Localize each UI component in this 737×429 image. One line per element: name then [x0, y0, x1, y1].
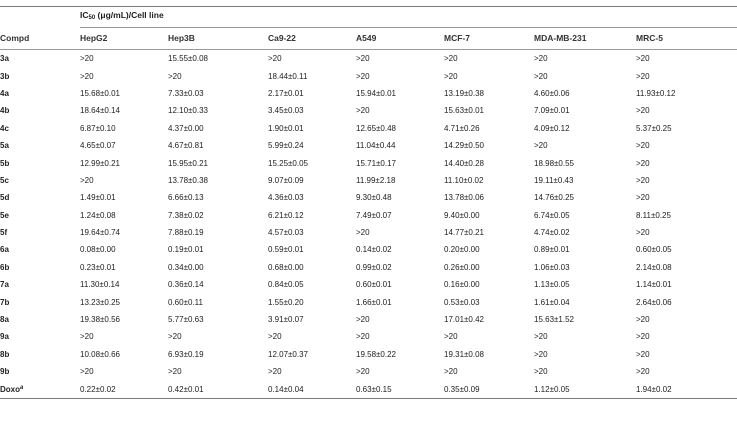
value-cell-mda-mb-231: >20 — [534, 71, 548, 81]
compound-cell — [0, 380, 80, 398]
value-cell-hepg2: 18.64±0.14 — [80, 106, 120, 116]
compound-cell — [0, 172, 80, 189]
table-row — [0, 311, 737, 328]
value-cell-mrc-5: 8.11±0.25 — [636, 210, 671, 220]
compound-cell — [0, 137, 80, 154]
compound-label: 8b — [0, 349, 10, 359]
compound-cell — [0, 224, 80, 241]
column-header-compd: Compd — [0, 33, 30, 43]
table-row — [0, 241, 737, 258]
compound-label: 7a — [0, 280, 9, 290]
column-header-ca9-22: Ca9-22 — [268, 33, 296, 43]
table-row — [0, 137, 737, 154]
compound-label: 4b — [0, 106, 10, 116]
value-cell-mda-mb-231: 18.98±0.55 — [534, 158, 574, 168]
compound-label: 6a — [0, 245, 9, 255]
value-cell-ca9-22: 6.21±0.12 — [268, 210, 304, 220]
value-cell-ca9-22: 2.17±0.01 — [268, 88, 304, 98]
ic50-table — [0, 7, 737, 398]
value-cell-hepg2: 19.64±0.74 — [80, 228, 120, 238]
group-header — [80, 7, 737, 27]
value-cell-hep3b: 6.66±0.13 — [168, 193, 204, 203]
value-cell-mrc-5: >20 — [636, 106, 650, 116]
table-row — [0, 276, 737, 293]
compound-label: 4c — [0, 123, 9, 133]
value-cell-a549: 1.66±0.01 — [356, 297, 392, 307]
value-cell-ca9-22: >20 — [268, 367, 282, 377]
value-cell-mda-mb-231: 14.76±0.25 — [534, 193, 574, 203]
value-cell-hepg2: 6.87±0.10 — [80, 123, 116, 133]
compound-label: Doxo — [0, 385, 20, 395]
value-cell-ca9-22: 0.14±0.04 — [268, 384, 304, 394]
compound-cell — [0, 241, 80, 258]
value-cell-mcf-7: 19.31±0.08 — [444, 349, 484, 359]
table-body — [0, 50, 737, 398]
compound-label: 5a — [0, 141, 9, 151]
value-cell-hep3b: 15.95±0.21 — [168, 158, 208, 168]
value-cell-mcf-7: 14.77±0.21 — [444, 228, 484, 238]
compound-cell — [0, 189, 80, 206]
value-cell-hep3b: 5.77±0.63 — [168, 315, 204, 325]
value-cell-hep3b: 0.36±0.14 — [168, 280, 204, 290]
value-cell-mcf-7: >20 — [444, 71, 458, 81]
value-cell-hep3b: 13.78±0.38 — [168, 175, 208, 185]
compound-cell — [0, 293, 80, 310]
compound-cell — [0, 363, 80, 380]
value-cell-ca9-22: 4.57±0.03 — [268, 228, 304, 238]
value-cell-hep3b: 12.10±0.33 — [168, 106, 208, 116]
value-cell-ca9-22: 3.91±0.07 — [268, 315, 304, 325]
compound-cell — [0, 276, 80, 293]
value-cell-a549: 0.14±0.02 — [356, 245, 392, 255]
value-cell-a549: >20 — [356, 228, 370, 238]
value-cell-ca9-22: 5.99±0.24 — [268, 141, 304, 151]
value-cell-hepg2: 13.23±0.25 — [80, 297, 120, 307]
value-cell-mcf-7: 14.40±0.28 — [444, 158, 484, 168]
value-cell-hep3b: >20 — [168, 367, 182, 377]
group-header-prefix: IC — [80, 10, 89, 20]
table-row — [0, 154, 737, 171]
value-cell-hep3b: 0.60±0.11 — [168, 297, 203, 307]
value-cell-ca9-22: 9.07±0.09 — [268, 175, 304, 185]
value-cell-mrc-5: >20 — [636, 141, 650, 151]
value-cell-hepg2: 19.38±0.56 — [80, 315, 120, 325]
table-row — [0, 259, 737, 276]
value-cell-mcf-7: 13.19±0.38 — [444, 88, 484, 98]
compound-label: 4a — [0, 88, 9, 98]
value-cell-mcf-7: 0.26±0.00 — [444, 262, 480, 272]
value-cell-a549: >20 — [356, 332, 370, 342]
value-cell-ca9-22: 0.68±0.00 — [268, 262, 304, 272]
value-cell-hep3b: >20 — [168, 332, 182, 342]
column-header-hep3b: Hep3B — [168, 33, 195, 43]
compound-cell — [0, 207, 80, 224]
value-cell-ca9-22: 0.59±0.01 — [268, 245, 304, 255]
group-header-sub: 50 — [88, 15, 96, 21]
compound-label: 8a — [0, 315, 9, 325]
value-cell-mda-mb-231: >20 — [534, 54, 548, 64]
compound-cell — [0, 259, 80, 276]
value-cell-mrc-5: >20 — [636, 349, 650, 359]
value-cell-mda-mb-231: 6.74±0.05 — [534, 210, 570, 220]
compound-cell — [0, 154, 80, 171]
column-header-mda-mb-231: MDA-MB-231 — [534, 33, 587, 43]
value-cell-mda-mb-231: 1.06±0.03 — [534, 262, 570, 272]
value-cell-mrc-5: >20 — [636, 193, 650, 203]
value-cell-mda-mb-231: 19.11±0.43 — [534, 175, 574, 185]
value-cell-hepg2: >20 — [80, 54, 94, 64]
value-cell-a549: >20 — [356, 71, 370, 81]
table-row — [0, 293, 737, 310]
value-cell-hep3b: 0.19±0.01 — [168, 245, 204, 255]
table-row — [0, 172, 737, 189]
compound-label: 7b — [0, 297, 10, 307]
value-cell-mda-mb-231: 1.12±0.05 — [534, 384, 570, 394]
value-cell-a549: 0.99±0.02 — [356, 262, 392, 272]
compound-label: 3a — [0, 54, 9, 64]
value-cell-hep3b: 7.33±0.03 — [168, 88, 204, 98]
value-cell-mrc-5: >20 — [636, 315, 650, 325]
value-cell-hep3b: 0.42±0.01 — [168, 384, 204, 394]
value-cell-hepg2: >20 — [80, 175, 94, 185]
value-cell-hepg2: 1.24±0.08 — [80, 210, 116, 220]
value-cell-a549: 11.04±0.44 — [356, 141, 396, 151]
value-cell-a549: 0.60±0.01 — [356, 280, 392, 290]
value-cell-a549: 11.99±2.18 — [356, 175, 396, 185]
value-cell-a549: 9.30±0.48 — [356, 193, 392, 203]
value-cell-ca9-22: 18.44±0.11 — [268, 71, 308, 81]
value-cell-a549: 7.49±0.07 — [356, 210, 392, 220]
value-cell-hep3b: 7.38±0.02 — [168, 210, 204, 220]
value-cell-mrc-5: 1.14±0.01 — [636, 280, 672, 290]
value-cell-mda-mb-231: >20 — [534, 332, 548, 342]
value-cell-mrc-5: >20 — [636, 228, 650, 238]
value-cell-mrc-5: 0.60±0.05 — [636, 245, 672, 255]
value-cell-mrc-5: >20 — [636, 332, 650, 342]
value-cell-hep3b: 0.34±0.00 — [168, 262, 204, 272]
value-cell-a549: >20 — [356, 367, 370, 377]
value-cell-mda-mb-231: >20 — [534, 141, 548, 151]
value-cell-mrc-5: 2.14±0.08 — [636, 262, 672, 272]
value-cell-hep3b: 6.93±0.19 — [168, 349, 204, 359]
value-cell-hepg2: 0.22±0.02 — [80, 384, 116, 394]
value-cell-mrc-5: >20 — [636, 54, 650, 64]
value-cell-hep3b: >20 — [168, 71, 182, 81]
column-header-a549: A549 — [356, 33, 377, 43]
compound-label: 5c — [0, 175, 9, 185]
compound-cell — [0, 311, 80, 328]
value-cell-mda-mb-231: 1.61±0.04 — [534, 297, 570, 307]
value-cell-hepg2: 0.08±0.00 — [80, 245, 116, 255]
table-row — [0, 346, 737, 363]
compound-label: 6b — [0, 262, 10, 272]
compound-cell — [0, 328, 80, 345]
value-cell-mcf-7: 9.40±0.00 — [444, 210, 480, 220]
table-row — [0, 363, 737, 380]
value-cell-ca9-22: 12.07±0.37 — [268, 349, 308, 359]
value-cell-mrc-5: 5.37±0.25 — [636, 123, 672, 133]
column-header-mrc-5: MRC-5 — [636, 33, 663, 43]
compound-cell — [0, 50, 80, 67]
value-cell-ca9-22: 0.84±0.05 — [268, 280, 304, 290]
table-row — [0, 85, 737, 102]
compound-label: 9b — [0, 367, 10, 377]
compound-cell — [0, 102, 80, 119]
value-cell-a549: >20 — [356, 54, 370, 64]
value-cell-hepg2: >20 — [80, 332, 94, 342]
value-cell-mcf-7: 0.20±0.00 — [444, 245, 480, 255]
value-cell-hep3b: 15.55±0.08 — [168, 54, 208, 64]
value-cell-a549: 19.58±0.22 — [356, 349, 396, 359]
value-cell-mcf-7: 13.78±0.06 — [444, 193, 484, 203]
value-cell-mcf-7: 0.53±0.03 — [444, 297, 480, 307]
compound-label: 3b — [0, 71, 10, 81]
compound-cell — [0, 120, 80, 137]
value-cell-a549: >20 — [356, 106, 370, 116]
value-cell-mrc-5: >20 — [636, 367, 650, 377]
group-header-row — [0, 7, 737, 27]
value-cell-mda-mb-231: 0.89±0.01 — [534, 245, 570, 255]
table-row — [0, 50, 737, 67]
value-cell-a549: 0.63±0.15 — [356, 384, 392, 394]
value-cell-mrc-5: >20 — [636, 175, 650, 185]
value-cell-hepg2: 10.08±0.66 — [80, 349, 120, 359]
value-cell-mcf-7: 11.10±0.02 — [444, 175, 484, 185]
compound-footnote-marker: a — [20, 385, 24, 392]
value-cell-ca9-22: 4.36±0.03 — [268, 193, 304, 203]
value-cell-mcf-7: 17.01±0.42 — [444, 315, 484, 325]
value-cell-mcf-7: 15.63±0.01 — [444, 106, 484, 116]
compound-cell — [0, 85, 80, 102]
table-row — [0, 189, 737, 206]
value-cell-ca9-22: >20 — [268, 332, 282, 342]
value-cell-mrc-5: >20 — [636, 71, 650, 81]
value-cell-hepg2: 0.23±0.01 — [80, 262, 116, 272]
value-cell-hepg2: 15.68±0.01 — [80, 88, 120, 98]
value-cell-hepg2: 11.30±0.14 — [80, 280, 120, 290]
value-cell-mda-mb-231: 15.63±1.52 — [534, 315, 574, 325]
value-cell-hepg2: >20 — [80, 71, 94, 81]
value-cell-hepg2: 4.65±0.07 — [80, 141, 116, 151]
compound-label: 5d — [0, 193, 10, 203]
table-row — [0, 67, 737, 84]
table-row — [0, 328, 737, 345]
value-cell-hepg2: 12.99±0.21 — [80, 158, 120, 168]
value-cell-a549: 15.94±0.01 — [356, 88, 396, 98]
value-cell-hep3b: 4.67±0.81 — [168, 141, 204, 151]
group-header-suffix: (μg/mL)/Cell line — [95, 10, 164, 20]
value-cell-mcf-7: 0.16±0.00 — [444, 280, 480, 290]
group-header-spacer — [0, 7, 80, 27]
table-row — [0, 102, 737, 119]
value-cell-mrc-5: 11.93±0.12 — [636, 88, 676, 98]
value-cell-mcf-7: >20 — [444, 332, 458, 342]
value-cell-ca9-22: 15.25±0.05 — [268, 158, 308, 168]
value-cell-hepg2: >20 — [80, 367, 94, 377]
value-cell-mda-mb-231: 7.09±0.01 — [534, 106, 570, 116]
value-cell-ca9-22: 3.45±0.03 — [268, 106, 304, 116]
table-row — [0, 207, 737, 224]
value-cell-mda-mb-231: >20 — [534, 349, 548, 359]
value-cell-mda-mb-231: 1.13±0.05 — [534, 280, 570, 290]
value-cell-mrc-5: 1.94±0.02 — [636, 384, 672, 394]
column-header-mcf-7: MCF-7 — [444, 33, 470, 43]
column-header-row — [0, 28, 737, 49]
value-cell-ca9-22: >20 — [268, 54, 282, 64]
value-cell-hep3b: 7.88±0.19 — [168, 228, 204, 238]
value-cell-mda-mb-231: >20 — [534, 367, 548, 377]
table-bottom-rule — [0, 398, 737, 399]
value-cell-mcf-7: >20 — [444, 54, 458, 64]
value-cell-mcf-7: 4.71±0.26 — [444, 123, 480, 133]
compound-label: 5f — [0, 228, 8, 238]
value-cell-a549: 15.71±0.17 — [356, 158, 396, 168]
table-row — [0, 380, 737, 398]
table-row — [0, 224, 737, 241]
value-cell-mda-mb-231: 4.09±0.12 — [534, 123, 570, 133]
value-cell-a549: 12.65±0.48 — [356, 123, 396, 133]
column-header-hepg2: HepG2 — [80, 33, 108, 43]
value-cell-a549: >20 — [356, 315, 370, 325]
value-cell-mrc-5: >20 — [636, 158, 650, 168]
compound-label: 5b — [0, 158, 10, 168]
value-cell-mcf-7: 14.29±0.50 — [444, 141, 484, 151]
compound-cell — [0, 346, 80, 363]
value-cell-mcf-7: 0.35±0.09 — [444, 384, 480, 394]
compound-label: 5e — [0, 210, 9, 220]
table-row — [0, 120, 737, 137]
value-cell-mcf-7: >20 — [444, 367, 458, 377]
value-cell-mrc-5: 2.64±0.06 — [636, 297, 672, 307]
value-cell-ca9-22: 1.90±0.01 — [268, 123, 304, 133]
value-cell-hepg2: 1.49±0.01 — [80, 193, 116, 203]
compound-label: 9a — [0, 332, 9, 342]
value-cell-mda-mb-231: 4.74±0.02 — [534, 228, 570, 238]
value-cell-mda-mb-231: 4.60±0.06 — [534, 88, 570, 98]
compound-cell — [0, 67, 80, 84]
value-cell-ca9-22: 1.55±0.20 — [268, 297, 304, 307]
value-cell-hep3b: 4.37±0.00 — [168, 123, 204, 133]
